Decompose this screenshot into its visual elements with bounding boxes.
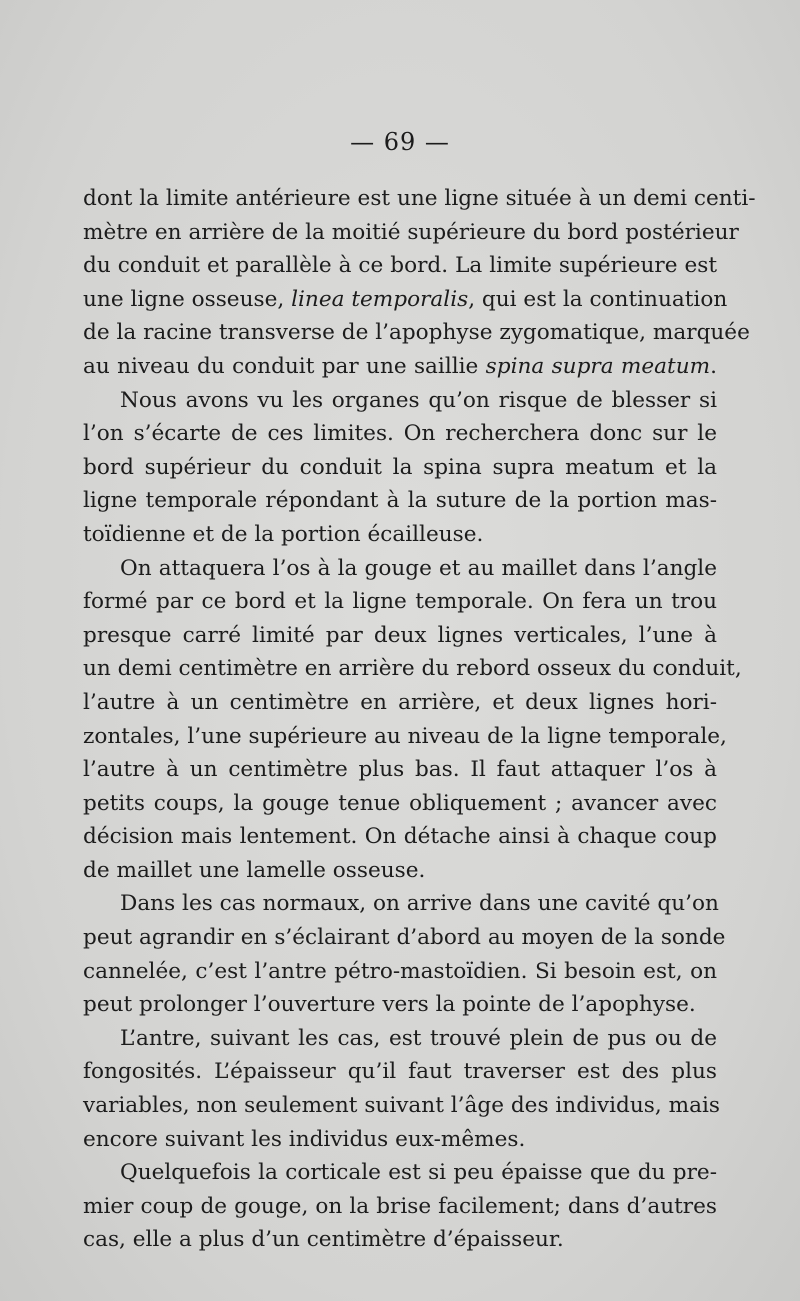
text-line: peut agrandir en s’éclairant d’abord au moyen de la sonde bbox=[83, 925, 726, 951]
text-line: Quelquefois la corticale est si peu épaisse que du pre- bbox=[120, 1160, 717, 1186]
text-line: l’on s’écarte de ces limites. On recherchera donc sur le bbox=[83, 421, 717, 447]
text-line: mier coup de gouge, on la brise facilement; dans d’autres bbox=[83, 1193, 717, 1219]
italic-term: linea temporalis bbox=[291, 286, 469, 312]
text-line: cannelée, c’est l’antre pétro-mastoïdien. Si besoin est, on bbox=[83, 958, 717, 984]
text-line: décision mais lentement. On détache ainsi à chaque coup bbox=[83, 824, 717, 850]
text-line: encore suivant les individus eux-mêmes. bbox=[83, 1126, 526, 1152]
text-line: fongosités. L’épaisseur qu’il faut traverser est des plus bbox=[83, 1059, 717, 1085]
text-line: de maillet une lamelle osseuse. bbox=[83, 857, 426, 883]
text-line: cas, elle a plus d’un centimètre d’épaisseur. bbox=[83, 1227, 564, 1253]
body-text bbox=[83, 182, 756, 1257]
text-line: ligne temporale répondant à la suture de la portion mas- bbox=[83, 488, 717, 514]
page-number: — 69 — bbox=[350, 128, 450, 156]
italic-term: spina supra meatum bbox=[485, 353, 711, 379]
text-line: Nous avons vu les organes qu’on risque de blesser si bbox=[120, 387, 717, 413]
text-line: formé par ce bord et la ligne temporale. On fera un trou bbox=[83, 589, 717, 615]
text-line: un demi centimètre en arrière du rebord osseux du conduit, bbox=[83, 656, 742, 682]
text-line: toïdienne et de la portion écailleuse. bbox=[83, 521, 484, 547]
text-line: presque carré limité par deux lignes verticales, l’une à bbox=[83, 622, 717, 648]
text-line: petits coups, la gouge tenue obliquement ; avancer avec bbox=[83, 790, 717, 816]
text-line: de la racine transverse de l’apophyse zygomatique, marquée bbox=[83, 320, 750, 346]
text-line: mètre en arrière de la moitié supérieure du bord postérieur bbox=[83, 219, 739, 245]
text-segment: , qui est la continuation bbox=[468, 286, 728, 312]
text-line: l’autre à un centimètre plus bas. Il faut attaquer l’os à bbox=[83, 757, 717, 783]
text-line: Dans les cas normaux, on arrive dans une cavité qu’on bbox=[120, 891, 719, 917]
text-line: peut prolonger l’ouverture vers la pointe de l’apophyse. bbox=[83, 992, 696, 1018]
text-line bbox=[83, 350, 717, 384]
text-line: l’autre à un centimètre en arrière, et deux lignes hori- bbox=[83, 689, 717, 715]
text-line: L’antre, suivant les cas, est trouvé plein de pus ou de bbox=[120, 1025, 717, 1051]
text-line: bord supérieur du conduit la spina supra meatum et la bbox=[83, 454, 717, 480]
text-line: variables, non seulement suivant l’âge des individus, mais bbox=[83, 1093, 720, 1119]
text-line: dont la limite antérieure est une ligne située à un demi centi- bbox=[83, 186, 756, 211]
text-segment: . bbox=[710, 353, 717, 379]
text-segment: au niveau du conduit par une saillie bbox=[83, 353, 486, 379]
text-line: On attaquera l’os à la gouge et au maillet dans l’angle bbox=[120, 555, 717, 581]
text-line: du conduit et parallèle à ce bord. La limite supérieure est bbox=[83, 253, 717, 279]
text-line: zontales, l’une supérieure au niveau de la ligne temporale, bbox=[83, 723, 727, 749]
text-segment: une ligne osseuse, bbox=[83, 286, 292, 312]
text-line bbox=[83, 283, 728, 317]
